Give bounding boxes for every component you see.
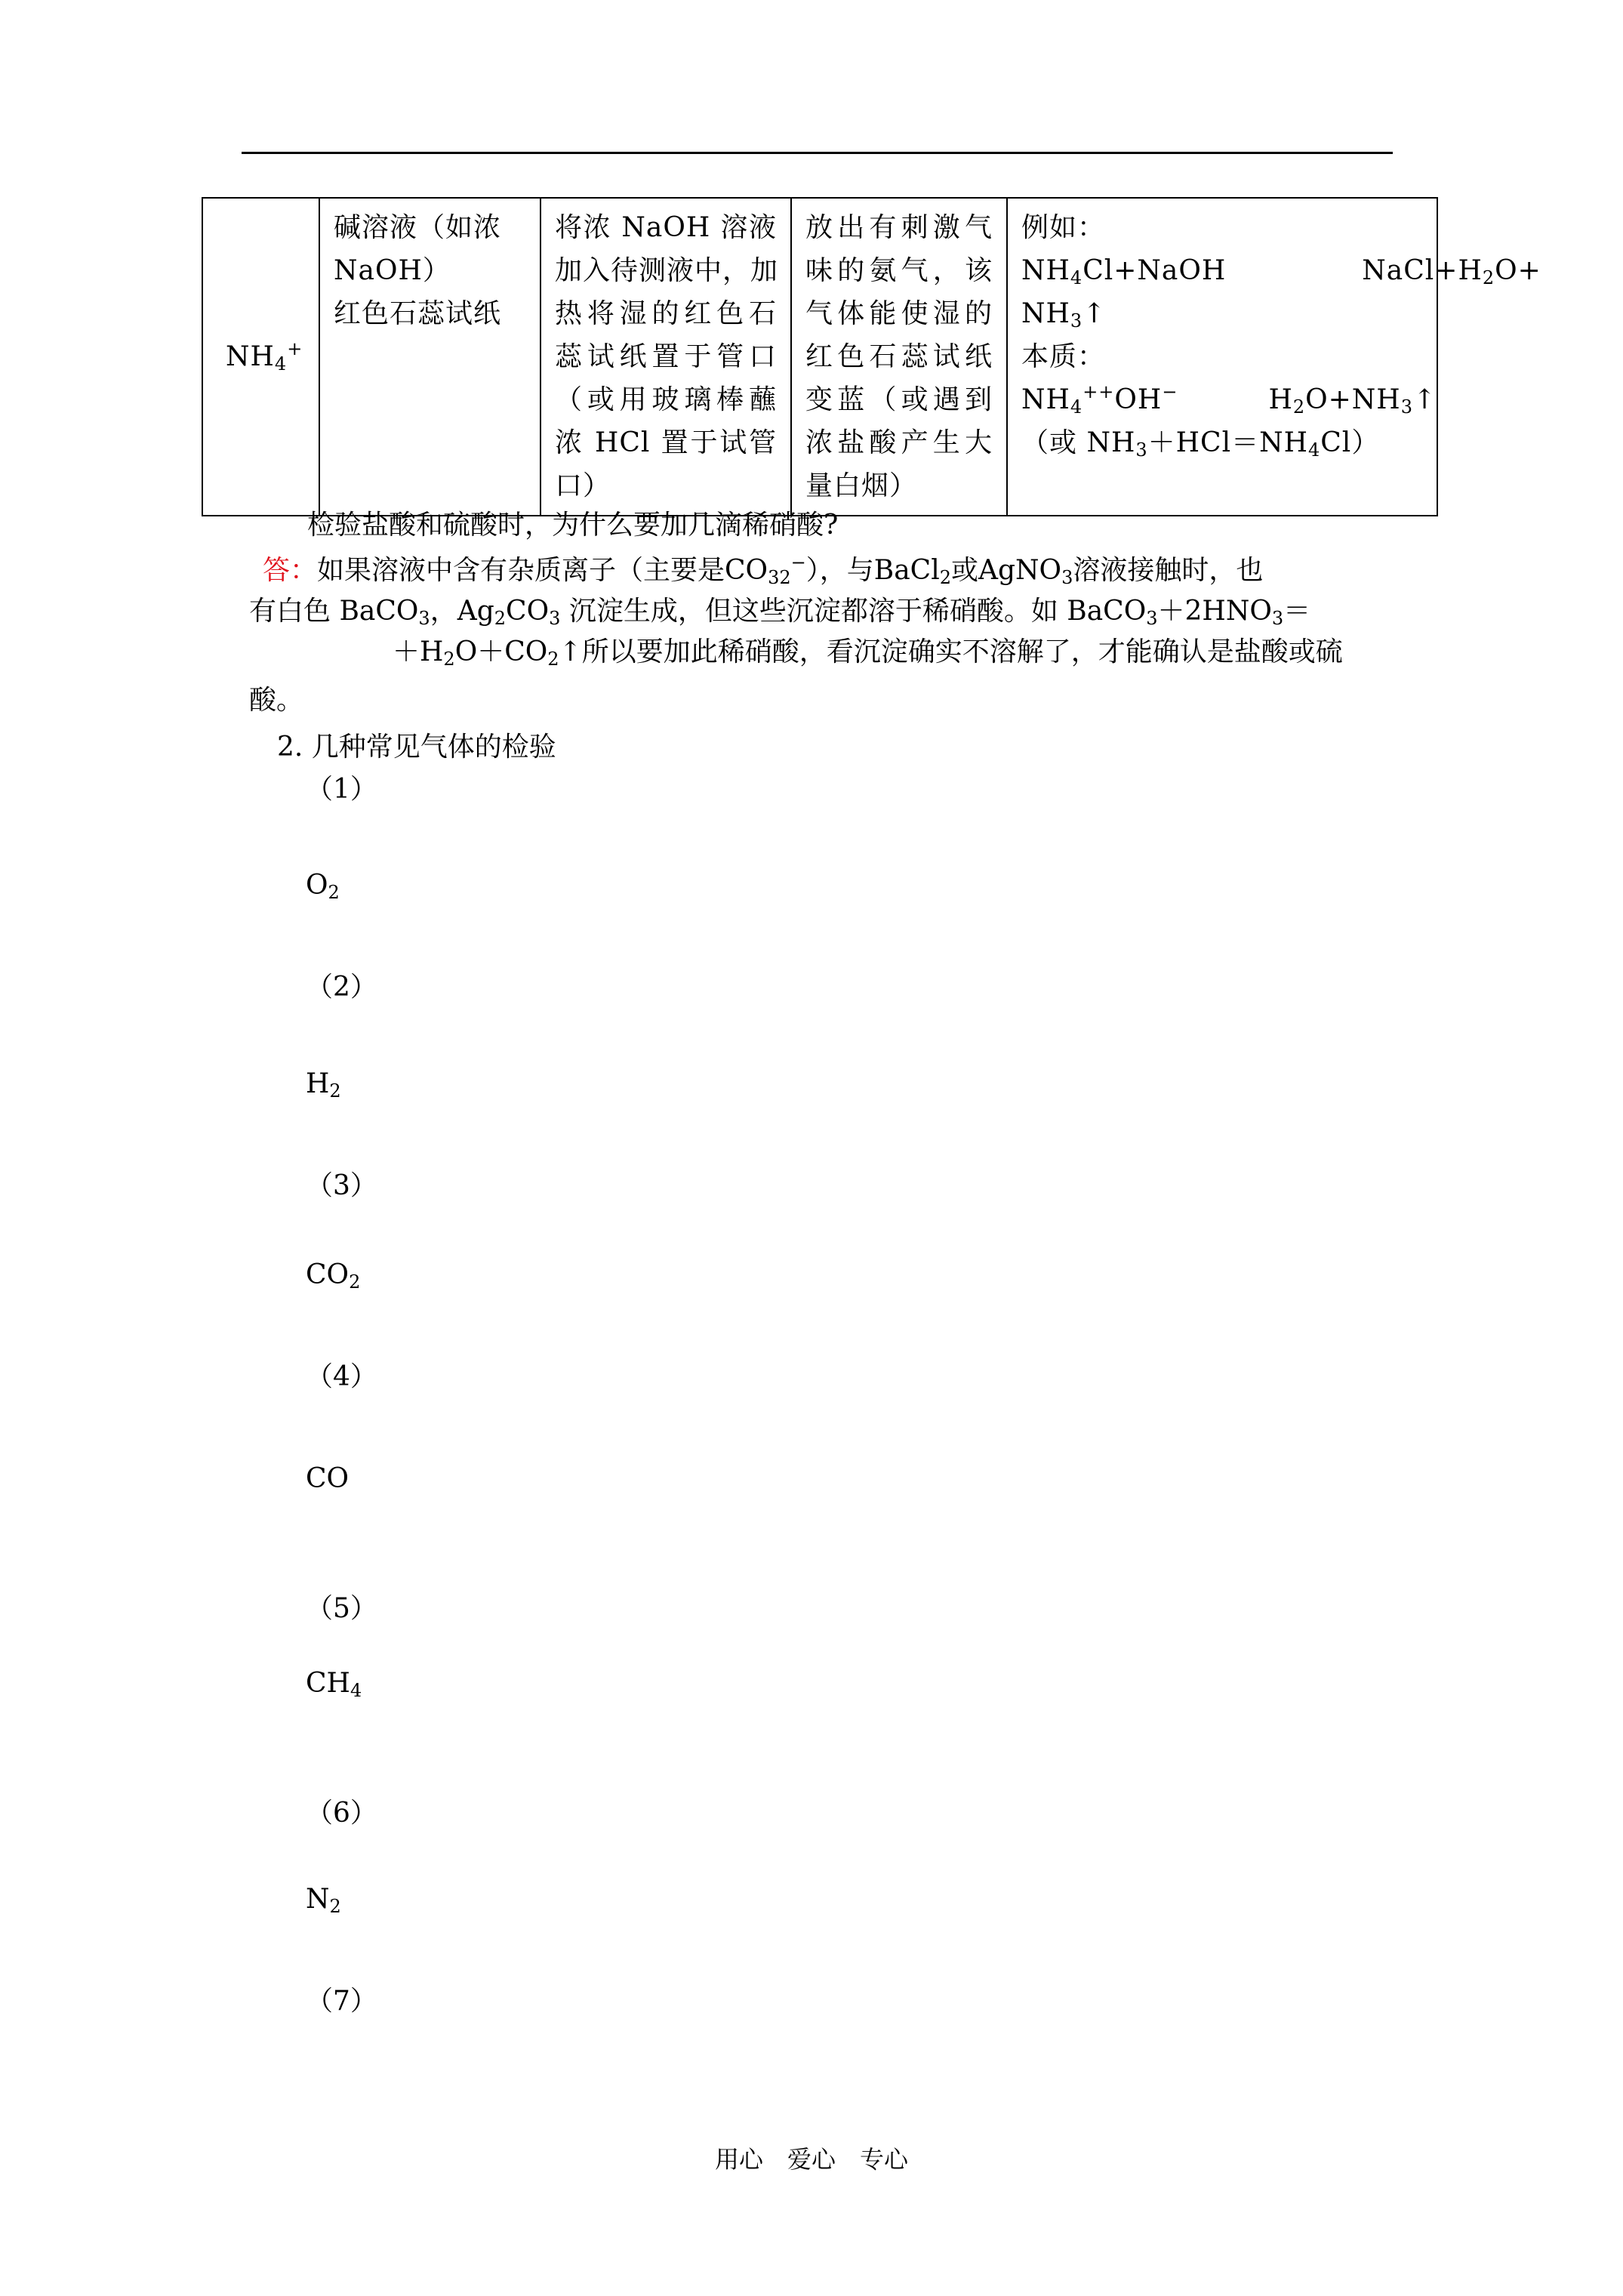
reaction-3: （或 $NH_3+HCl=NH_4Cl$） [1021,427,1380,461]
reaction-1-continued: $NH_3↑$ [1021,298,1107,331]
method-line: 蕊试纸置于管口 [555,341,777,372]
ion-test-table [202,197,1541,516]
gas-index: （7） [306,1986,377,2017]
phenomenon-line: 浓盐酸产生大 [805,427,993,458]
reaction-1-right: $NaCl+H_2O+$ [1362,255,1541,288]
gas-index: （3） [306,1170,377,1201]
table-row [202,198,1437,516]
phenomenon-line: 红色石蕊试纸 [805,341,993,372]
reaction-1 [1021,249,1541,292]
section-heading: 2. 几种常见气体的检验 [277,732,556,763]
phenomenon-line: 变蓝（或遇到 [805,384,993,415]
phenomenon-line: 味的氨气，该 [805,255,993,286]
answer-line-4: 酸。 [249,685,304,716]
reaction-2-left: $NH_4^{++}OH^-$ [1021,381,1178,418]
gas-name: $H_2$ [306,1068,341,1102]
gas-name: $CO_2$ [306,1259,361,1293]
method-line: 口） [555,470,611,501]
gas-index: （5） [306,1593,377,1624]
method-line: 浓 HCl 置于试管 [555,427,777,458]
page-footer: 用心 爱心 专心 [714,2145,908,2174]
gas-index: （6） [306,1798,377,1829]
reaction-2-right: $H_2O+NH_3↑$ [1268,384,1437,418]
method-line: （或用玻璃棒蘸 [555,384,777,415]
answer-label: 答： [263,555,318,586]
question-text: 检验盐酸和硫酸时，为什么要加几滴稀硝酸? [307,510,839,541]
essence-label: 本质： [1021,341,1106,372]
reaction-1-left: $NH_4Cl+NaOH$ [1021,255,1227,288]
gas-index: （4） [306,1361,377,1392]
reagent-cell [319,198,540,516]
gas-name: $CH_4$ [306,1668,362,1701]
gas-index: （2） [306,972,377,1003]
method-line: 将浓 NaOH 溶液 [555,212,777,243]
method-line: 加入待测液中，加 [555,255,779,286]
header-rule [242,152,1393,154]
reagent-line: 碱溶液（如浓 [334,212,502,243]
answer-line-3: $+H_2O+CO_2↑$所以要加此稀硝酸，看沉淀确实不溶解了，才能确认是盐酸或硫 [393,636,1343,670]
gas-name: $N_2$ [306,1884,341,1917]
example-label: 例如： [1021,212,1106,243]
method-line: 热将湿的红色石 [555,298,777,329]
reagent-line: NaOH） [334,255,451,286]
reaction-2 [1021,378,1437,421]
answer-text-1: 如果溶液中含有杂质离子（主要是$CO_{32}^-$），与BaCl$_2$或AgNO$_3$溶液接触时，也 [317,552,1264,588]
method-cell [540,198,791,516]
ion-formula: $NH_4^+$ [226,338,303,374]
gas-name: CO [306,1463,350,1494]
ion-cell [202,198,319,516]
phenomenon-line: 放出有刺激气 [805,212,993,243]
gas-name: $O_2$ [306,870,340,903]
phenomenon-line: 量白烟） [805,470,918,501]
answer-line-2: 有白色 BaCO$_3$，$Ag_2CO_3$ 沉淀生成，但这些沉淀都溶于稀硝酸。如 $BaCO_3+2HNO_3=$ [249,596,1311,629]
phenomenon-line: 气体能使湿的 [805,298,993,329]
phenomenon-cell [791,198,1007,516]
equation-cell [1007,198,1541,516]
answer-line-1 [263,550,1386,592]
reagent-line: 红色石蕊试纸 [334,298,502,329]
gas-index: （1） [306,774,377,805]
